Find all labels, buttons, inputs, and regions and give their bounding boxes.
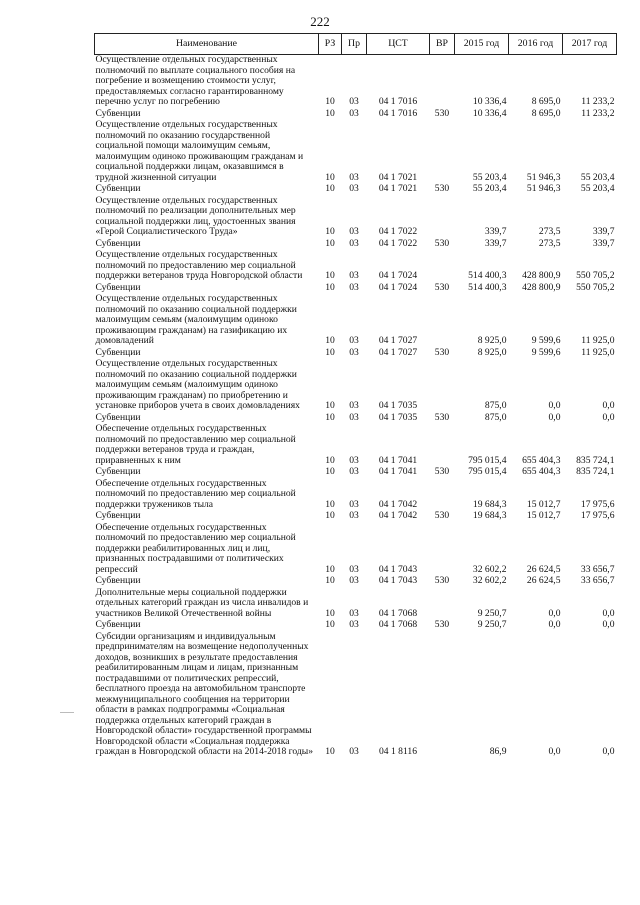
cell-y2015: 795 015,4	[468, 454, 507, 466]
cell-vr: 530	[434, 619, 450, 630]
cell-y2017: 835 724,1	[576, 466, 615, 477]
table-header	[95, 34, 617, 55]
cell-vr	[430, 250, 455, 283]
cell-pr: 03	[349, 346, 359, 358]
cell-rz: 10	[325, 563, 335, 575]
cell-rz: 10	[325, 466, 335, 477]
cell-vr: 530	[434, 411, 450, 423]
cell-y2015: 9 250,7	[477, 619, 507, 630]
cell-y2015: 339,7	[484, 237, 507, 249]
cell-vr: 530	[434, 466, 450, 477]
cell-name: Дополнительные меры социальной поддержки отдельных категорий граждан из числа инвалидов и участников Великой Отечественной войны	[95, 586, 309, 619]
table-row	[95, 250, 617, 283]
cell-y2017: 0,0	[602, 400, 615, 411]
cell-rz: 10	[325, 270, 335, 281]
cell-y2016: 51 946,3	[526, 171, 561, 183]
table-row	[95, 511, 617, 523]
cell-name: Субвенции	[95, 411, 141, 423]
cell-y2016: 0,0	[548, 607, 561, 619]
cell-vr	[430, 55, 455, 109]
cell-cst: 04 1 8116	[378, 746, 418, 757]
cell-cst: 04 1 7041	[378, 454, 418, 466]
cell-y2015: 19 684,3	[472, 498, 507, 510]
cell-rz: 10	[325, 107, 335, 119]
cell-pr: 03	[349, 96, 359, 107]
cell-rz: 10	[325, 607, 335, 619]
cell-name: Субвенции	[95, 575, 141, 586]
table-row	[95, 120, 617, 184]
cell-y2015: 514 400,3	[468, 281, 507, 293]
page-number: 222	[310, 14, 330, 29]
cell-y2015: 19 684,3	[472, 510, 507, 521]
cell-pr: 03	[349, 607, 359, 619]
cell-y2016: 8 695,0	[531, 96, 561, 107]
cell-y2016: 9 599,6	[531, 335, 561, 346]
table-row	[95, 632, 617, 759]
cell-vr: 530	[434, 281, 450, 293]
cell-cst: 04 1 7043	[378, 563, 418, 575]
cell-name: Осуществление отдельных государственных полномочий по предоставлению мер социальной поддержки ветеранов труда Новгородской области	[95, 249, 303, 281]
cell-y2015: 32 602,2	[472, 563, 507, 575]
cell-y2015: 86,9	[489, 746, 507, 757]
cell-rz: 10	[325, 411, 335, 423]
cell-pr: 03	[349, 226, 359, 237]
cell-rz: 10	[325, 746, 335, 757]
cell-cst: 04 1 7021	[378, 183, 418, 194]
cell-name: Субвенции	[95, 346, 141, 358]
table-row	[95, 576, 617, 588]
cell-pr: 03	[349, 498, 359, 510]
table-row	[95, 479, 617, 512]
cell-y2017: 11 233,2	[581, 107, 615, 119]
cell-pr: 03	[349, 237, 359, 249]
cell-cst: 04 1 7042	[378, 510, 418, 521]
table-row	[95, 523, 617, 577]
cell-vr	[430, 632, 455, 759]
cell-cst: 04 1 7022	[378, 226, 418, 237]
cell-pr: 03	[349, 270, 359, 281]
cell-cst: 04 1 7027	[378, 346, 418, 358]
cell-cst: 04 1 7016	[378, 107, 418, 119]
cell-y2015: 8 925,0	[477, 346, 507, 358]
cell-y2017: 0,0	[602, 411, 615, 423]
cell-y2017: 835 724,1	[576, 454, 615, 466]
cell-cst: 04 1 7068	[378, 607, 418, 619]
cell-vr: 530	[434, 346, 450, 358]
cell-y2016: 0,0	[548, 619, 561, 630]
cell-name: Субвенции	[95, 107, 141, 119]
cell-y2015: 10 336,4	[472, 107, 507, 119]
cell-y2017: 11 233,2	[581, 96, 615, 107]
cell-y2017: 17 975,6	[580, 498, 615, 510]
cell-name: Субвенции	[95, 466, 141, 477]
header-rz: РЗ	[319, 34, 342, 55]
header-2017: 2017 год	[563, 34, 617, 55]
cell-cst: 04 1 7035	[378, 411, 418, 423]
margin-mark	[60, 712, 74, 713]
cell-pr: 03	[349, 466, 359, 477]
cell-name: Осуществление отдельных государственных полномочий по оказанию социальной поддержки малоимущим семьям (малоимущим одиноко проживающим гражданам) по приобретению и установке приборов учета в своих домовладениях	[95, 358, 300, 411]
cell-vr: 530	[434, 237, 450, 249]
cell-y2017: 55 203,4	[580, 171, 615, 183]
cell-cst: 04 1 7043	[378, 575, 418, 586]
cell-name: Обеспечение отдельных государственных полномочий по предоставлению мер социальной поддержки тружеников тыла	[95, 477, 296, 510]
cell-y2017: 55 203,4	[580, 183, 615, 194]
cell-vr: 530	[434, 183, 450, 194]
header-pr: Пр	[342, 34, 367, 55]
budget-table	[94, 33, 617, 759]
table-row	[95, 294, 617, 348]
cell-y2017: 0,0	[602, 607, 615, 619]
cell-cst: 04 1 7035	[378, 400, 418, 411]
cell-y2017: 0,0	[602, 746, 615, 757]
cell-name: Осуществление отдельных государственных полномочий по оказанию социальной поддержки малоимущим семьям (малоимущим одиноко проживающим гражданам) на газификацию их домовладений	[95, 293, 297, 346]
cell-name: Обеспечение отдельных государственных полномочий по предоставлению мер социальной поддержки ветеранов труда и граждан, приравненных к ним	[95, 423, 296, 466]
cell-vr	[430, 120, 455, 184]
cell-y2017: 11 925,0	[581, 335, 615, 346]
cell-y2016: 0,0	[548, 411, 561, 423]
cell-rz: 10	[325, 171, 335, 183]
cell-rz: 10	[325, 454, 335, 466]
table-body	[95, 55, 617, 759]
cell-name: Субвенции	[95, 619, 141, 630]
cell-rz: 10	[325, 335, 335, 346]
cell-name: Осуществление отдельных государственных полномочий по оказанию государственной социальной помощи малоимущим семьям, малоимущим одиноко проживающим гражданам и социальной поддержки лицам, оказавшимся в трудной жизненной ситуации	[95, 119, 304, 183]
cell-vr	[430, 424, 455, 467]
cell-y2017: 17 975,6	[580, 510, 615, 521]
cell-vr	[430, 294, 455, 348]
cell-y2015: 339,7	[484, 226, 507, 237]
cell-vr	[430, 479, 455, 512]
table-row	[95, 467, 617, 479]
cell-pr: 03	[349, 575, 359, 586]
cell-pr: 03	[349, 400, 359, 411]
header-2016: 2016 год	[509, 34, 563, 55]
cell-vr	[430, 523, 455, 577]
cell-cst: 04 1 7068	[378, 619, 418, 630]
cell-rz: 10	[325, 346, 335, 358]
cell-rz: 10	[325, 96, 335, 107]
cell-y2016: 15 012,7	[526, 510, 561, 521]
cell-y2015: 32 602,2	[472, 575, 507, 586]
cell-y2016: 428 800,9	[522, 281, 561, 293]
cell-name: Субвенции	[95, 510, 141, 521]
table-row	[95, 359, 617, 413]
cell-pr: 03	[349, 454, 359, 466]
cell-y2016: 273,5	[538, 226, 561, 237]
cell-y2017: 550 705,2	[576, 281, 615, 293]
cell-y2016: 26 624,5	[526, 563, 561, 575]
cell-y2016: 655 404,3	[522, 466, 561, 477]
cell-y2017: 0,0	[602, 619, 615, 630]
table-row	[95, 196, 617, 239]
cell-y2016: 26 624,5	[526, 575, 561, 586]
cell-rz: 10	[325, 619, 335, 630]
cell-name: Субсидии организациям и индивидуальным предпринимателям на возмещение недополученных доходов, возникших в результате предоставления реабилитированным лицам и лицам, признанным пострадавшими от политических репрессий, бесплатного проезда на автомобильном транспорте межмуниципального сообщения на территории области в рамках подпрограммы «Социальная поддержка отдельных категорий граждан в Новгородской области» государственной программы Новгородской области «Социальная поддержка граждан в Новгородской области на 2014-2018 годы»	[95, 630, 313, 757]
header-cst: ЦСТ	[367, 34, 430, 55]
cell-y2016: 428 800,9	[522, 270, 561, 281]
cell-pr: 03	[349, 107, 359, 119]
cell-vr	[430, 359, 455, 413]
cell-rz: 10	[325, 281, 335, 293]
cell-vr	[430, 196, 455, 239]
cell-pr: 03	[349, 171, 359, 183]
cell-name: Субвенции	[95, 183, 141, 194]
cell-y2015: 55 203,4	[472, 183, 507, 194]
cell-rz: 10	[325, 237, 335, 249]
cell-y2016: 15 012,7	[526, 498, 561, 510]
table-row	[95, 620, 617, 632]
cell-pr: 03	[349, 563, 359, 575]
header-2015: 2015 год	[455, 34, 509, 55]
cell-vr	[430, 588, 455, 621]
cell-y2017: 11 925,0	[581, 346, 615, 358]
cell-pr: 03	[349, 183, 359, 194]
cell-rz: 10	[325, 575, 335, 586]
cell-pr: 03	[349, 619, 359, 630]
cell-rz: 10	[325, 498, 335, 510]
cell-pr: 03	[349, 335, 359, 346]
cell-name: Осуществление отдельных государственных полномочий по выплате социального пособия на погребение и возмещению стоимости услуг, предоставляемых согласно гарантированному перечню услуг по погребению	[95, 54, 296, 107]
cell-cst: 04 1 7042	[378, 498, 418, 510]
cell-cst: 04 1 7021	[378, 171, 418, 183]
cell-y2015: 10 336,4	[472, 96, 507, 107]
cell-y2016: 655 404,3	[522, 454, 561, 466]
table-row	[95, 55, 617, 109]
table-row	[95, 424, 617, 467]
cell-y2015: 795 015,4	[468, 466, 507, 477]
cell-y2015: 55 203,4	[472, 171, 507, 183]
cell-pr: 03	[349, 281, 359, 293]
cell-y2016: 273,5	[538, 237, 561, 249]
cell-cst: 04 1 7024	[378, 270, 418, 281]
cell-rz: 10	[325, 183, 335, 194]
cell-rz: 10	[325, 400, 335, 411]
cell-rz: 10	[325, 510, 335, 521]
cell-y2015: 875,0	[484, 400, 507, 411]
cell-name: Осуществление отдельных государственных полномочий по реализации дополнительных мер социальной поддержки лиц, удостоенных звания «Герой Социалистического Труда»	[95, 194, 296, 237]
cell-vr: 530	[434, 107, 450, 119]
cell-y2015: 514 400,3	[468, 270, 507, 281]
header-vr: ВР	[430, 34, 455, 55]
table-row	[95, 184, 617, 196]
cell-name: Обеспечение отдельных государственных полномочий по предоставлению мер социальной поддержки реабилитированных лиц и лиц, признанных пострадавшими от политических репрессий	[95, 521, 296, 575]
cell-y2017: 339,7	[592, 226, 615, 237]
cell-y2017: 33 656,7	[580, 575, 615, 586]
cell-name: Субвенции	[95, 281, 141, 293]
table-row	[95, 588, 617, 621]
cell-y2016: 8 695,0	[531, 107, 561, 119]
cell-cst: 04 1 7016	[378, 96, 418, 107]
cell-y2017: 339,7	[592, 237, 615, 249]
header-name: Наименование	[95, 34, 319, 55]
cell-y2016: 9 599,6	[531, 346, 561, 358]
cell-rz: 10	[325, 226, 335, 237]
cell-name: Субвенции	[95, 237, 141, 249]
cell-cst: 04 1 7024	[378, 281, 418, 293]
cell-cst: 04 1 7022	[378, 237, 418, 249]
cell-y2016: 0,0	[548, 400, 561, 411]
cell-y2017: 550 705,2	[576, 270, 615, 281]
cell-y2015: 8 925,0	[477, 335, 507, 346]
cell-vr: 530	[434, 510, 450, 521]
cell-y2016: 51 946,3	[526, 183, 561, 194]
cell-vr: 530	[434, 575, 450, 586]
cell-y2015: 9 250,7	[477, 607, 507, 619]
cell-y2015: 875,0	[484, 411, 507, 423]
cell-pr: 03	[349, 510, 359, 521]
cell-cst: 04 1 7027	[378, 335, 418, 346]
cell-cst: 04 1 7041	[378, 466, 418, 477]
cell-y2016: 0,0	[548, 746, 561, 757]
cell-pr: 03	[349, 411, 359, 423]
cell-pr: 03	[349, 746, 359, 757]
cell-y2017: 33 656,7	[580, 563, 615, 575]
